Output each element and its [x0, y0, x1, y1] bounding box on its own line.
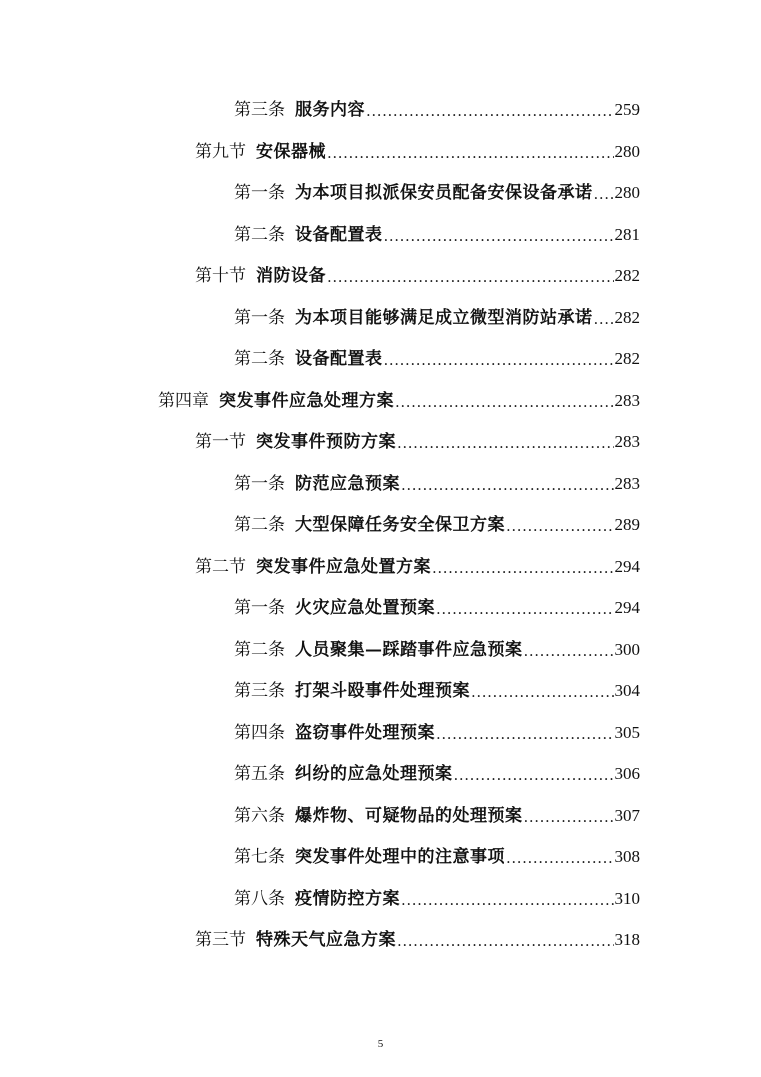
page-number: 5 [377, 1038, 384, 1050]
toc-entry[interactable] [195, 423, 640, 453]
toc-entry[interactable] [234, 91, 640, 121]
toc-dot-leader [506, 846, 614, 868]
toc-entry-title: 纠纷的应急处理预案 [295, 764, 453, 784]
toc-entry-number: 第二节 [195, 557, 246, 577]
toc-entry[interactable] [234, 755, 640, 785]
toc-entry-title: 设备配置表 [295, 225, 383, 245]
toc-entry-title: 消防设备 [256, 266, 326, 286]
toc-entry[interactable] [234, 880, 640, 910]
toc-dot-leader [395, 390, 614, 412]
toc-entry[interactable] [234, 797, 640, 827]
toc-entry-number: 第十节 [195, 266, 246, 286]
toc-entry[interactable] [195, 548, 640, 578]
toc-entry-title: 突发事件应急处置方案 [256, 557, 431, 577]
toc-entry-page: 306 [614, 764, 640, 783]
toc-entry-title: 突发事件处理中的注意事项 [295, 847, 505, 867]
toc-entry[interactable] [234, 838, 640, 868]
toc-entry-title: 疫情防控方案 [295, 889, 400, 909]
toc-dot-leader [366, 99, 614, 121]
toc-entry-number: 第二条 [234, 640, 285, 660]
toc-entry-title: 为本项目拟派保安员配备安保设备承诺 [295, 183, 593, 203]
toc-entry-title: 特殊天气应急方案 [256, 930, 396, 950]
toc-entry-page: 259 [614, 100, 640, 119]
toc-entry-page: 294 [614, 557, 640, 576]
toc-entry-page: 282 [614, 349, 640, 368]
toc-dot-leader [327, 265, 614, 287]
toc-dot-leader [436, 722, 614, 744]
toc-entry-title: 人员聚集—踩踏事件应急预案 [295, 640, 523, 660]
toc-dot-leader [401, 473, 614, 495]
toc-entry-title: 服务内容 [295, 100, 365, 120]
toc-entry[interactable] [234, 299, 640, 329]
toc-entry[interactable] [158, 382, 640, 412]
toc-entry-title: 安保器械 [256, 142, 326, 162]
toc-dot-leader [401, 888, 614, 910]
toc-entry[interactable] [234, 340, 640, 370]
toc-entry-page: 304 [614, 681, 640, 700]
toc-entry[interactable] [195, 133, 640, 163]
toc-dot-leader [384, 348, 614, 370]
toc-entry-page: 283 [614, 432, 640, 451]
toc-entry-title: 大型保障任务安全保卫方案 [295, 515, 505, 535]
toc-entry-number: 第六条 [234, 806, 285, 826]
toc-entry-number: 第一节 [195, 432, 246, 452]
toc-entry-page: 310 [614, 889, 640, 908]
toc-dot-leader [384, 224, 614, 246]
toc-dot-leader [432, 556, 614, 578]
toc-entry-title: 火灾应急处置预案 [295, 598, 435, 618]
toc-entry[interactable] [234, 714, 640, 744]
toc-entry-page: 300 [614, 640, 640, 659]
toc-entry-page: 281 [614, 225, 640, 244]
toc-entry-title: 为本项目能够满足成立微型消防站承诺 [295, 308, 593, 328]
toc-entry-title: 打架斗殴事件处理预案 [295, 681, 470, 701]
toc-dot-leader [471, 680, 614, 702]
toc-entry[interactable] [234, 174, 640, 204]
toc-entry-number: 第七条 [234, 847, 285, 867]
toc-entry-page: 282 [614, 308, 640, 327]
toc-entry[interactable] [195, 257, 640, 287]
toc-entry-number: 第二条 [234, 349, 285, 369]
toc-entry[interactable] [234, 631, 640, 661]
toc-dot-leader [436, 597, 614, 619]
toc-entry[interactable] [195, 921, 640, 951]
toc-entry-title: 突发事件应急处理方案 [219, 391, 394, 411]
toc-entry[interactable] [234, 465, 640, 495]
toc-entry-page: 280 [614, 142, 640, 161]
toc-entry-title: 突发事件预防方案 [256, 432, 396, 452]
toc-dot-leader [524, 805, 614, 827]
toc-entry-number: 第五条 [234, 764, 285, 784]
toc-dot-leader [397, 929, 614, 951]
toc-entry-title: 防范应急预案 [295, 474, 400, 494]
toc-entry-number: 第二条 [234, 225, 285, 245]
toc-entry-number: 第三条 [234, 100, 285, 120]
toc-entry-title: 设备配置表 [295, 349, 383, 369]
toc-entry-page: 305 [614, 723, 640, 742]
toc-entry[interactable] [234, 672, 640, 702]
toc-entry-page: 318 [614, 930, 640, 949]
toc-dot-leader [397, 431, 614, 453]
toc-entry-page: 294 [614, 598, 640, 617]
toc-entry-number: 第三条 [234, 681, 285, 701]
toc-entry-page: 289 [614, 515, 640, 534]
toc-entry-page: 307 [614, 806, 640, 825]
toc-dot-leader [594, 182, 614, 204]
toc-entry-page: 283 [614, 391, 640, 410]
toc-entry-page: 280 [614, 183, 640, 202]
toc-entry-title: 盗窃事件处理预案 [295, 723, 435, 743]
toc-dot-leader [327, 141, 614, 163]
toc-entry-page: 308 [614, 847, 640, 866]
toc-entry-number: 第一条 [234, 474, 285, 494]
toc-dot-leader [524, 639, 614, 661]
toc-entry-number: 第四章 [158, 391, 209, 411]
toc-entry-number: 第一条 [234, 183, 285, 203]
toc-entry-number: 第一条 [234, 308, 285, 328]
toc-dot-leader [594, 307, 614, 329]
toc-entry-page: 282 [614, 266, 640, 285]
toc-entry-number: 第四条 [234, 723, 285, 743]
toc-entry-number: 第八条 [234, 889, 285, 909]
toc-entry-number: 第九节 [195, 142, 246, 162]
toc-entry[interactable] [234, 506, 640, 536]
toc-entry-number: 第三节 [195, 930, 246, 950]
toc-dot-leader [454, 763, 614, 785]
toc-entry-number: 第一条 [234, 598, 285, 618]
toc-dot-leader [506, 514, 614, 536]
toc-entry-title: 爆炸物、可疑物品的处理预案 [295, 806, 523, 826]
toc-entry[interactable] [234, 216, 640, 246]
toc-entry[interactable] [234, 589, 640, 619]
toc-entry-page: 283 [614, 474, 640, 493]
toc-entry-number: 第二条 [234, 515, 285, 535]
